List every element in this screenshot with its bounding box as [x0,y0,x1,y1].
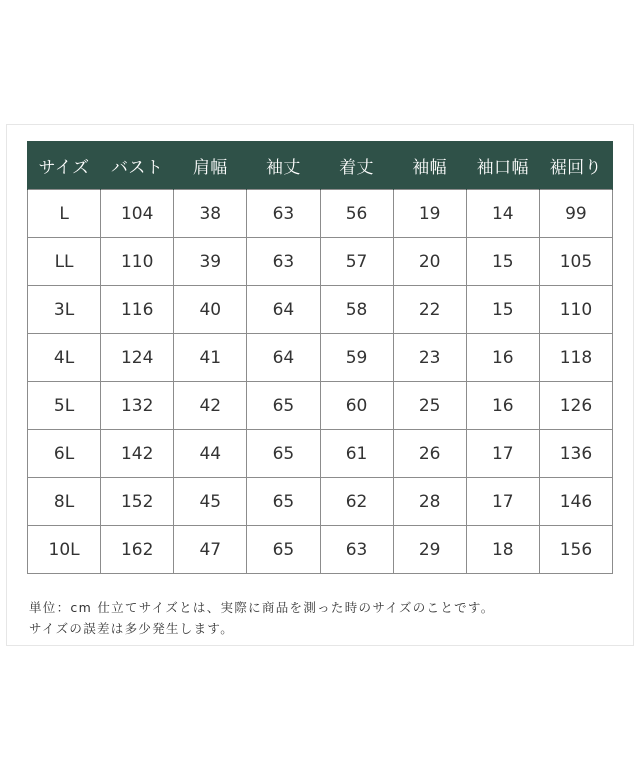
table-cell: 110 [539,286,612,334]
header-cell-sleeve-width: 袖幅 [393,141,466,190]
tolerance-note: サイズの誤差は多少発生します。 [29,621,235,636]
table-row [28,286,613,334]
table-cell: 17 [466,430,539,478]
size-table-header [28,141,613,190]
table-cell: 57 [320,238,393,286]
table-cell: 64 [247,286,320,334]
table-cell: 16 [466,382,539,430]
table-cell: 40 [174,286,247,334]
table-cell: 118 [539,334,612,382]
table-cell: 38 [174,190,247,238]
table-cell: 47 [174,526,247,574]
table-cell: 99 [539,190,612,238]
table-cell: 116 [101,286,174,334]
header-cell-cuff-width: 袖口幅 [466,141,539,190]
table-cell: 29 [393,526,466,574]
table-cell: 152 [101,478,174,526]
table-row [28,382,613,430]
header-cell-sleeve-length: 袖丈 [247,141,320,190]
table-row [28,478,613,526]
table-cell: 17 [466,478,539,526]
table-cell: 5L [28,382,101,430]
table-cell: 63 [320,526,393,574]
table-row [28,238,613,286]
table-cell: 44 [174,430,247,478]
size-table [27,141,613,574]
table-cell: 63 [247,190,320,238]
header-row [28,141,613,190]
table-cell: 56 [320,190,393,238]
header-cell-shoulder-width: 肩幅 [174,141,247,190]
table-cell: 16 [466,334,539,382]
table-cell: 60 [320,382,393,430]
header-cell-body-length: 着丈 [320,141,393,190]
table-cell: 10L [28,526,101,574]
table-cell: 14 [466,190,539,238]
table-row [28,430,613,478]
table-cell: 104 [101,190,174,238]
table-cell: 4L [28,334,101,382]
table-cell: 41 [174,334,247,382]
table-cell: 63 [247,238,320,286]
table-cell: 3L [28,286,101,334]
size-notes [29,597,629,639]
table-cell: LL [28,238,101,286]
table-cell: 25 [393,382,466,430]
table-cell: L [28,190,101,238]
table-cell: 64 [247,334,320,382]
table-cell: 65 [247,430,320,478]
table-cell: 162 [101,526,174,574]
table-cell: 126 [539,382,612,430]
table-cell: 59 [320,334,393,382]
table-cell: 132 [101,382,174,430]
table-cell: 42 [174,382,247,430]
table-cell: 62 [320,478,393,526]
table-cell: 15 [466,238,539,286]
table-cell: 65 [247,526,320,574]
table-cell: 39 [174,238,247,286]
table-cell: 6L [28,430,101,478]
header-cell-bust: バスト [101,141,174,190]
table-cell: 156 [539,526,612,574]
table-cell: 146 [539,478,612,526]
table-row [28,526,613,574]
size-table-body [28,190,613,574]
table-cell: 142 [101,430,174,478]
table-cell: 18 [466,526,539,574]
table-cell: 124 [101,334,174,382]
table-row [28,190,613,238]
table-cell: 65 [247,382,320,430]
table-cell: 58 [320,286,393,334]
header-cell-size: サイズ [28,141,101,190]
table-row [28,334,613,382]
table-cell: 20 [393,238,466,286]
unit-note: 単位：cm 仕立てサイズとは、実際に商品を測った時のサイズのことです。 [29,600,495,615]
header-cell-hem-circumference: 裾回り [539,141,612,190]
table-cell: 23 [393,334,466,382]
table-cell: 19 [393,190,466,238]
table-cell: 65 [247,478,320,526]
size-chart-card [6,124,634,646]
table-cell: 22 [393,286,466,334]
table-cell: 28 [393,478,466,526]
table-cell: 105 [539,238,612,286]
table-cell: 45 [174,478,247,526]
table-cell: 8L [28,478,101,526]
table-cell: 26 [393,430,466,478]
table-cell: 136 [539,430,612,478]
table-cell: 61 [320,430,393,478]
table-cell: 110 [101,238,174,286]
table-cell: 15 [466,286,539,334]
